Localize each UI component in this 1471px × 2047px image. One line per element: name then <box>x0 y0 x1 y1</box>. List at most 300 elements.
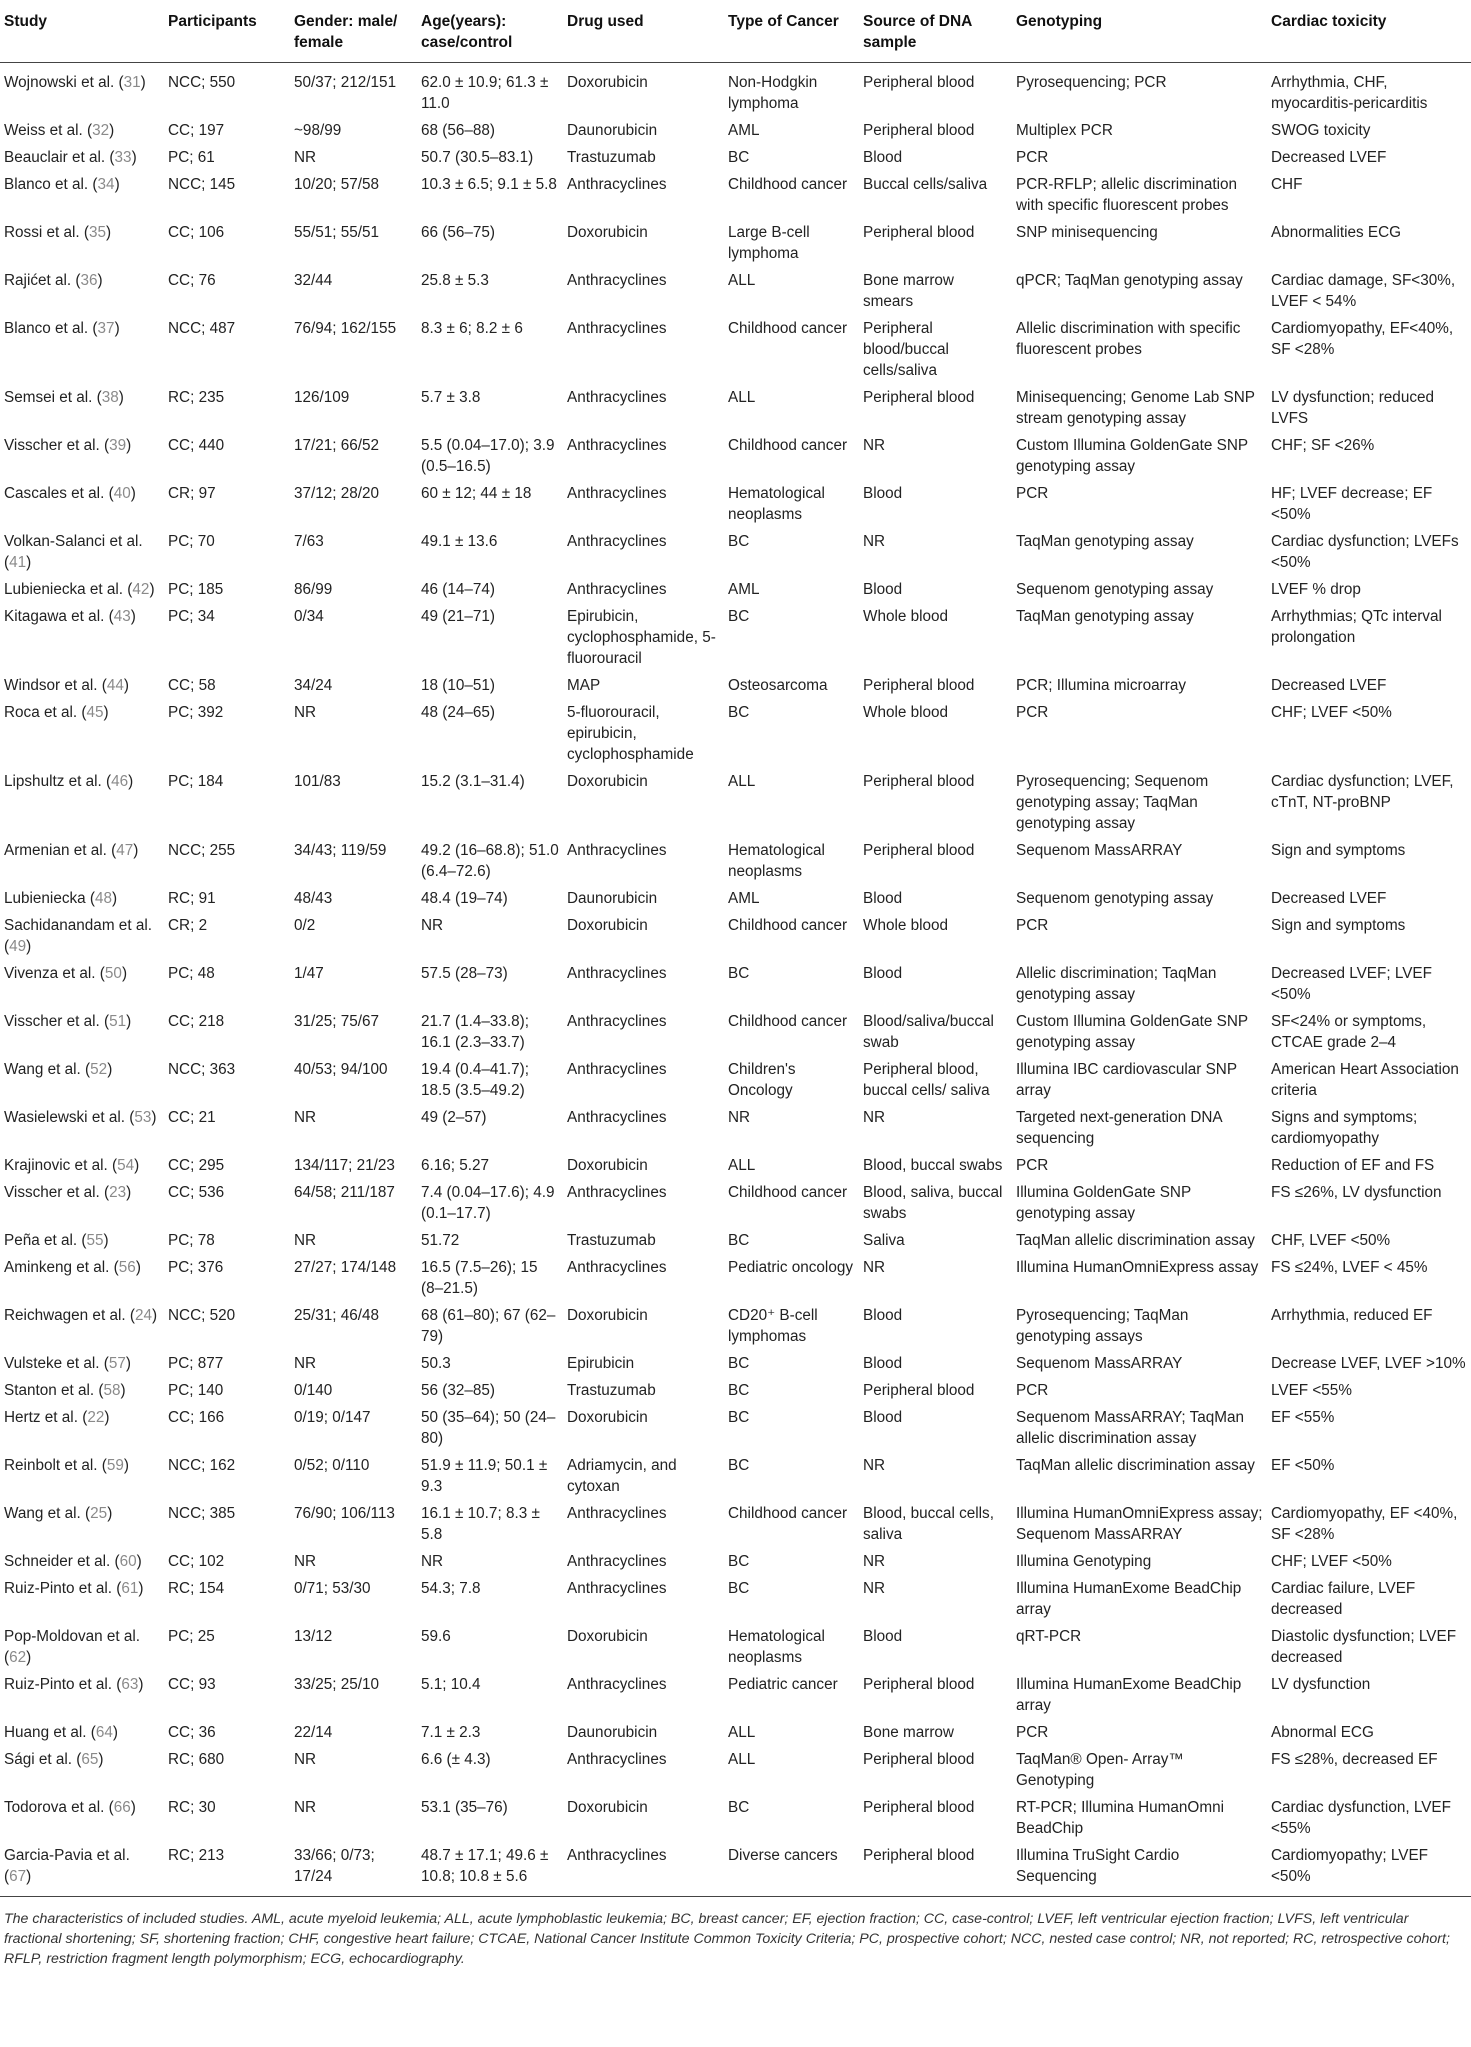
table-row <box>0 1623 1471 1671</box>
genotyping-cell: Sequenom MassARRAY <box>1016 842 1183 859</box>
study-name: Vivenza et al. <box>4 965 96 982</box>
age-cell: 6.16; 5.27 <box>421 1157 490 1174</box>
table-row <box>0 912 1471 960</box>
toxicity-cell: Abnormal ECG <box>1271 1724 1374 1741</box>
reference-link[interactable]: 22 <box>87 1409 105 1426</box>
genotyping-cell: TaqMan allelic discrimination assay <box>1016 1457 1255 1474</box>
study-name: Windsor et al. <box>4 677 98 694</box>
toxicity-cell: American Heart Association criteria <box>1271 1061 1459 1099</box>
table-row <box>0 144 1471 171</box>
source-cell: Whole blood <box>863 704 949 721</box>
table-row <box>0 528 1471 576</box>
source-cell: NR <box>863 1553 886 1570</box>
drug-cell: Doxorubicin <box>567 1307 648 1324</box>
genotyping-cell: PCR-RFLP; allelic discrimination with specific fluorescent probes <box>1016 176 1238 214</box>
study-cell: Semsei et al. (38) <box>4 389 124 406</box>
cancer-cell: Diverse cancers <box>724 1842 859 1897</box>
age-cell: NR <box>421 1553 444 1570</box>
study-name: Krajinovic et al. <box>4 1157 108 1174</box>
age-cell: 7.4 (0.04–17.6); 4.9 (0.1–17.7) <box>421 1184 555 1222</box>
gender-cell: NR <box>294 1751 317 1768</box>
cancer-cell: Hematological neoplasms <box>728 485 825 523</box>
table-row <box>0 672 1471 699</box>
gender-cell: 48/43 <box>294 890 333 907</box>
cancer-cell: Childhood cancer <box>728 1505 848 1522</box>
drug-cell: Doxorubicin <box>567 773 648 790</box>
toxicity-cell: CHF; LVEF <50% <box>1271 704 1392 721</box>
drug-cell: Doxorubicin <box>567 1157 648 1174</box>
reference-link[interactable]: 56 <box>118 1259 136 1276</box>
drug-cell: 5-fluorouracil, epirubicin, cyclophosphamide <box>567 704 694 763</box>
cancer-cell: BC <box>728 965 750 982</box>
reference-link[interactable]: 40 <box>113 485 131 502</box>
study-name: Reichwagen et al. <box>4 1307 126 1324</box>
gender-cell: 1/47 <box>294 965 324 982</box>
age-cell: 59.6 <box>421 1628 451 1645</box>
reference-link[interactable]: 51 <box>109 1013 127 1030</box>
study-cell: Rossi et al. (35) <box>4 224 112 241</box>
gender-cell: 76/94; 162/155 <box>294 320 397 337</box>
column-header: Study <box>0 0 164 63</box>
source-cell: Peripheral blood <box>863 842 975 859</box>
table-row <box>0 768 1471 837</box>
toxicity-cell: Cardiac dysfunction, LVEF <55% <box>1271 1799 1451 1837</box>
participants-cell: CC; 21 <box>168 1109 216 1126</box>
genotyping-cell: qRT-PCR <box>1016 1628 1082 1645</box>
cancer-cell: BC <box>728 608 750 625</box>
source-cell: Buccal cells/saliva <box>863 176 988 193</box>
column-header: Age(years): case/control <box>417 0 563 63</box>
study-cell: Vivenza et al. (50) <box>4 965 128 982</box>
age-cell: 50.7 (30.5–83.1) <box>421 149 534 166</box>
toxicity-cell: Cardiomyopathy; LVEF <50% <box>1267 1842 1471 1897</box>
study-name: Wang et al. <box>4 1505 81 1522</box>
toxicity-cell: Cardiac dysfunction; LVEFs <50% <box>1271 533 1459 571</box>
study-name: Huang et al. <box>4 1724 87 1741</box>
table-body <box>0 63 1471 1897</box>
cancer-cell: Hematological neoplasms <box>728 842 825 880</box>
study-name: Wang et al. <box>4 1061 81 1078</box>
drug-cell: Doxorubicin <box>567 224 648 241</box>
toxicity-cell: Arrhythmia, CHF, myocarditis-pericarditis <box>1271 74 1428 112</box>
source-cell: NR <box>863 1457 886 1474</box>
table-row <box>0 1500 1471 1548</box>
study-cell: Sági et al. (65) <box>4 1751 104 1768</box>
drug-cell: Doxorubicin <box>567 1628 648 1645</box>
source-cell: Blood <box>863 1628 903 1645</box>
source-cell: Whole blood <box>863 917 949 934</box>
table-row <box>0 960 1471 1008</box>
reference-link[interactable]: 41 <box>9 554 27 571</box>
gender-cell: 10/20; 57/58 <box>294 176 380 193</box>
reference-link[interactable]: 50 <box>104 965 122 982</box>
reference-link[interactable]: 24 <box>134 1307 152 1324</box>
cancer-cell: BC <box>728 1355 750 1372</box>
participants-cell: PC; 34 <box>168 608 215 625</box>
drug-cell: Anthracyclines <box>567 320 667 337</box>
source-cell: Blood/saliva/buccal swab <box>863 1013 994 1051</box>
genotyping-cell: Illumina Genotyping <box>1016 1553 1152 1570</box>
toxicity-cell: SWOG toxicity <box>1271 122 1371 139</box>
toxicity-cell: SF<24% or symptoms, CTCAE grade 2–4 <box>1271 1013 1427 1051</box>
gender-cell: NR <box>294 1355 317 1372</box>
toxicity-cell: Cardiac dysfunction; LVEF, cTnT, NT-proBNP <box>1271 773 1454 811</box>
study-cell: Lubieniecka (48) <box>4 890 118 907</box>
age-cell: 8.3 ± 6; 8.2 ± 6 <box>421 320 523 337</box>
source-cell: Blood, buccal cells, saliva <box>863 1505 994 1543</box>
age-cell: 49 (2–57) <box>421 1109 487 1126</box>
table-row <box>0 315 1471 384</box>
reference-link[interactable]: 67 <box>9 1868 27 1885</box>
source-cell: Peripheral blood <box>863 1676 975 1693</box>
toxicity-cell: CHF, LVEF <50% <box>1271 1232 1391 1249</box>
table-row <box>0 1254 1471 1302</box>
participants-cell: RC; 91 <box>168 890 216 907</box>
participants-cell: CC; 58 <box>168 677 216 694</box>
table-footnote: The characteristics of included studies. AML, acute myeloid leukemia; ALL, acute lymphoblastic leukemia; BC, breast cancer; EF, ejection fraction; CC, case-control; LVEF, left ventricular ejection fraction; LVFS, left ventricular fractional shortening; SF, shortening fraction; CHF, congestive heart failure; CTCAE, National Cancer Institute Common Toxicity Criteria; PC, prospective cohort; NCC, nested case control; NR, not reported; RC, retrospective cohort; RFLP, restriction fragment length polymorphism; ECG, echocardiography. <box>4 1911 1450 1967</box>
reference-link[interactable]: 47 <box>116 842 134 859</box>
age-cell: 50.3 <box>421 1355 451 1372</box>
participants-cell: RC; 235 <box>168 389 225 406</box>
gender-cell: 34/43; 119/59 <box>294 842 387 859</box>
table-row <box>0 1404 1471 1452</box>
source-cell: Peripheral blood <box>863 1382 975 1399</box>
reference-link[interactable]: 58 <box>103 1382 121 1399</box>
table-row <box>0 117 1471 144</box>
cancer-cell: Childhood cancer <box>728 1184 848 1201</box>
drug-cell: Anthracyclines <box>567 1061 667 1078</box>
participants-cell: PC; 78 <box>168 1232 215 1249</box>
age-cell: 48 (24–65) <box>421 704 495 721</box>
reference-link[interactable]: 64 <box>95 1724 113 1741</box>
reference-link[interactable]: 44 <box>106 677 124 694</box>
source-cell: Bone marrow <box>863 1724 954 1741</box>
reference-link[interactable]: 37 <box>97 320 115 337</box>
cancer-cell: Childhood cancer <box>728 917 848 934</box>
drug-cell: Adriamycin, and cytoxan <box>567 1457 677 1495</box>
source-cell: Bone marrow smears <box>863 272 954 310</box>
toxicity-cell: Sign and symptoms <box>1271 917 1406 934</box>
drug-cell: Anthracyclines <box>567 1259 667 1276</box>
toxicity-cell: FS ≤24%, LVEF < 45% <box>1271 1259 1428 1276</box>
genotyping-cell: qPCR; TaqMan genotyping assay <box>1016 272 1243 289</box>
study-name: Cascales et al. <box>4 485 105 502</box>
genotyping-cell: PCR <box>1016 485 1049 502</box>
cancer-cell: BC <box>728 1553 750 1570</box>
source-cell: Blood <box>863 485 903 502</box>
reference-link[interactable]: 33 <box>114 149 132 166</box>
study-cell: Reinbolt et al. (59) <box>4 1457 130 1474</box>
drug-cell: Anthracyclines <box>567 1751 667 1768</box>
study-name: Wasielewski et al. <box>4 1109 125 1126</box>
source-cell: Peripheral blood <box>863 1751 975 1768</box>
study-cell: Rajićet al. (36) <box>4 272 103 289</box>
gender-cell: NR <box>294 1232 317 1249</box>
reference-link[interactable]: 36 <box>80 272 98 289</box>
genotyping-cell: Illumina HumanExome BeadChip array <box>1016 1580 1242 1618</box>
reference-link[interactable]: 49 <box>9 938 27 955</box>
genotyping-cell: Sequenom MassARRAY; TaqMan allelic discrimination assay <box>1016 1409 1245 1447</box>
participants-cell: PC; 70 <box>168 533 215 550</box>
genotyping-cell: Custom Illumina GoldenGate SNP genotyping assay <box>1016 1013 1248 1051</box>
column-header: Cardiac toxicity <box>1267 0 1471 63</box>
age-cell: 48.7 ± 17.1; 49.6 ± 10.8; 10.8 ± 5.6 <box>417 1842 563 1897</box>
drug-cell: Doxorubicin <box>567 1409 648 1426</box>
gender-cell: 0/19; 0/147 <box>294 1409 371 1426</box>
participants-cell: CC; 102 <box>168 1553 225 1570</box>
genotyping-cell: Sequenom genotyping assay <box>1016 890 1214 907</box>
study-cell: Schneider et al. (60) <box>4 1553 142 1570</box>
toxicity-cell: LV dysfunction <box>1271 1676 1371 1693</box>
genotyping-cell: Minisequencing; Genome Lab SNP stream genotyping assay <box>1016 389 1255 427</box>
drug-cell: Trastuzumab <box>567 149 656 166</box>
table-row <box>0 1452 1471 1500</box>
age-cell: 68 (61–80); 67 (62–79) <box>421 1307 556 1345</box>
genotyping-cell: RT-PCR; Illumina HumanOmni BeadChip <box>1016 1799 1224 1837</box>
genotyping-cell: Illumina HumanOmniExpress assay; Sequenom MassARRAY <box>1016 1505 1263 1543</box>
study-cell: Cascales et al. (40) <box>4 485 136 502</box>
age-cell: 6.6 (± 4.3) <box>421 1751 491 1768</box>
table-row <box>0 63 1471 118</box>
study-name: Kitagawa et al. <box>4 608 105 625</box>
gender-cell: NR <box>294 1109 317 1126</box>
age-cell: 51.72 <box>421 1232 460 1249</box>
gender-cell: NR <box>294 704 317 721</box>
cancer-cell: BC <box>728 1457 750 1474</box>
table-row <box>0 885 1471 912</box>
reference-link[interactable]: 32 <box>92 122 110 139</box>
cancer-cell: ALL <box>728 272 756 289</box>
table-row <box>0 1575 1471 1623</box>
study-cell: Garcia-Pavia et al. (67) <box>0 1842 164 1897</box>
table-row <box>0 1671 1471 1719</box>
cancer-cell: ALL <box>728 389 756 406</box>
participants-cell: CC; 166 <box>168 1409 225 1426</box>
reference-link[interactable]: 57 <box>108 1355 126 1372</box>
study-cell: Aminkeng et al. (56) <box>4 1259 141 1276</box>
table-row <box>0 837 1471 885</box>
participants-cell: PC; 140 <box>168 1382 224 1399</box>
gender-cell: 32/44 <box>294 272 333 289</box>
table-row <box>0 603 1471 672</box>
column-header: Gender: male/ female <box>290 0 417 63</box>
toxicity-cell: CHF <box>1271 176 1303 193</box>
gender-cell: 33/25; 25/10 <box>294 1676 380 1693</box>
study-name: Rossi et al. <box>4 224 80 241</box>
reference-link[interactable]: 39 <box>109 437 127 454</box>
study-name: Semsei et al. <box>4 389 93 406</box>
reference-link[interactable]: 52 <box>90 1061 108 1078</box>
column-header: Genotyping <box>1012 0 1267 63</box>
reference-link[interactable]: 66 <box>113 1799 131 1816</box>
toxicity-cell: Cardiac damage, SF<30%, LVEF < 54% <box>1271 272 1456 310</box>
reference-link[interactable]: 45 <box>86 704 104 721</box>
toxicity-cell: CHF; SF <26% <box>1271 437 1375 454</box>
age-cell: 18 (10–51) <box>421 677 495 694</box>
reference-link[interactable]: 59 <box>106 1457 124 1474</box>
drug-cell: Anthracyclines <box>567 1553 667 1570</box>
reference-link[interactable]: 48 <box>95 890 113 907</box>
drug-cell: Daunorubicin <box>567 1724 658 1741</box>
age-cell: 15.2 (3.1–31.4) <box>421 773 525 790</box>
genotyping-cell: Sequenom genotyping assay <box>1016 581 1214 598</box>
study-name: Hertz et al. <box>4 1409 78 1426</box>
drug-cell: Anthracyclines <box>567 1109 667 1126</box>
participants-cell: NCC; 487 <box>168 320 236 337</box>
genotyping-cell: Illumina TruSight Cardio Sequencing <box>1012 1842 1267 1897</box>
participants-cell: NCC; 385 <box>168 1505 236 1522</box>
cancer-cell: Osteosarcoma <box>728 677 828 694</box>
table-row <box>0 480 1471 528</box>
participants-cell: PC; 25 <box>168 1628 215 1645</box>
drug-cell: Anthracyclines <box>567 1676 667 1693</box>
study-cell: Wang et al. (52) <box>4 1061 113 1078</box>
table-row <box>0 1548 1471 1575</box>
source-cell: NR <box>863 437 886 454</box>
drug-cell: Anthracyclines <box>567 1505 667 1522</box>
age-cell: 60 ± 12; 44 ± 18 <box>421 485 532 502</box>
reference-link[interactable]: 53 <box>134 1109 152 1126</box>
study-cell: Armenian et al. (47) <box>4 842 139 859</box>
age-cell: 50 (35–64); 50 (24–80) <box>421 1409 556 1447</box>
table-row <box>0 699 1471 768</box>
genotyping-cell: TaqMan genotyping assay <box>1016 533 1194 550</box>
cancer-cell: BC <box>728 1799 750 1816</box>
gender-cell: 40/53; 94/100 <box>294 1061 388 1078</box>
reference-link[interactable]: 31 <box>123 74 141 91</box>
gender-cell: 0/52; 0/110 <box>294 1457 370 1474</box>
column-header: Source of DNA sample <box>859 0 1012 63</box>
source-cell: Blood <box>863 1307 903 1324</box>
reference-link[interactable]: 60 <box>119 1553 137 1570</box>
reference-link[interactable]: 63 <box>121 1676 139 1693</box>
gender-cell: 31/25; 75/67 <box>294 1013 380 1030</box>
gender-cell: 101/83 <box>294 773 341 790</box>
study-cell: Pop-Moldovan et al. (62) <box>4 1628 141 1666</box>
participants-cell: PC; 376 <box>168 1259 224 1276</box>
source-cell: Peripheral blood <box>863 1799 975 1816</box>
table-row <box>0 1227 1471 1254</box>
gender-cell: 0/140 <box>294 1382 333 1399</box>
genotyping-cell: PCR <box>1016 1724 1049 1741</box>
reference-link[interactable]: 65 <box>81 1751 99 1768</box>
study-name: Reinbolt et al. <box>4 1457 98 1474</box>
age-cell: 56 (32–85) <box>421 1382 495 1399</box>
genotyping-cell: PCR <box>1016 1382 1049 1399</box>
header-row <box>0 0 1471 63</box>
source-cell: Whole blood <box>863 608 949 625</box>
table-row <box>0 1104 1471 1152</box>
reference-link[interactable]: 46 <box>111 773 129 790</box>
table-row <box>0 1056 1471 1104</box>
study-name: Vulsteke et al. <box>4 1355 100 1372</box>
age-cell: 49.1 ± 13.6 <box>421 533 498 550</box>
toxicity-cell: Cardiac failure, LVEF decreased <box>1271 1580 1416 1618</box>
cancer-cell: Childhood cancer <box>728 320 848 337</box>
age-cell: 16.5 (7.5–26); 15 (8–21.5) <box>421 1259 538 1297</box>
genotyping-cell: Allelic discrimination with specific fluorescent probes <box>1016 320 1241 358</box>
reference-link[interactable]: 38 <box>101 389 119 406</box>
study-cell: Vulsteke et al. (57) <box>4 1355 132 1372</box>
toxicity-cell: Cardiomyopathy, EF<40%, SF <28% <box>1271 320 1454 358</box>
age-cell: 68 (56–88) <box>421 122 495 139</box>
source-cell: Peripheral blood <box>863 224 975 241</box>
reference-link[interactable]: 42 <box>132 581 150 598</box>
drug-cell: Anthracyclines <box>567 272 667 289</box>
gender-cell: 13/12 <box>294 1628 333 1645</box>
participants-cell: RC; 30 <box>168 1799 216 1816</box>
reference-link[interactable]: 55 <box>86 1232 104 1249</box>
reference-link[interactable]: 61 <box>121 1580 139 1597</box>
reference-link[interactable]: 35 <box>89 224 107 241</box>
drug-cell: Anthracyclines <box>567 1184 667 1201</box>
source-cell: NR <box>863 1259 886 1276</box>
genotyping-cell: PCR <box>1016 149 1049 166</box>
participants-cell: CR; 97 <box>168 485 216 502</box>
study-cell: Todorova et al. (66) <box>4 1799 136 1816</box>
source-cell: Peripheral blood <box>863 389 975 406</box>
table-row <box>0 171 1471 219</box>
study-name: Stanton et al. <box>4 1382 95 1399</box>
source-cell: Peripheral blood <box>863 773 975 790</box>
gender-cell: 126/109 <box>294 389 350 406</box>
study-cell: Sachidanandam et al. (49) <box>4 917 152 955</box>
reference-link[interactable]: 25 <box>90 1505 108 1522</box>
study-name: Visscher et al. <box>4 1013 100 1030</box>
table-row <box>0 576 1471 603</box>
study-cell: Ruiz-Pinto et al. (61) <box>4 1580 144 1597</box>
source-cell: Blood <box>863 890 903 907</box>
gender-cell: 27/27; 174/148 <box>294 1259 397 1276</box>
study-cell: Hertz et al. (22) <box>4 1409 110 1426</box>
study-name: Schneider et al. <box>4 1553 111 1570</box>
source-cell: Blood <box>863 1409 903 1426</box>
drug-cell: Anthracyclines <box>563 1842 724 1897</box>
gender-cell: 33/66; 0/73; 17/24 <box>290 1842 417 1897</box>
age-cell: NR <box>421 917 444 934</box>
age-cell: 19.4 (0.4–41.7); 18.5 (3.5–49.2) <box>421 1061 530 1099</box>
reference-link[interactable]: 43 <box>113 608 131 625</box>
reference-link[interactable]: 54 <box>117 1157 135 1174</box>
participants-cell: CC; 536 <box>168 1184 225 1201</box>
reference-link[interactable]: 34 <box>97 176 115 193</box>
toxicity-cell: FS ≤26%, LV dysfunction <box>1271 1184 1442 1201</box>
source-cell: Blood, saliva, buccal swabs <box>863 1184 1003 1222</box>
cancer-cell: BC <box>728 533 750 550</box>
reference-link[interactable]: 62 <box>9 1649 27 1666</box>
genotyping-cell: Multiplex PCR <box>1016 122 1113 139</box>
study-cell: Huang et al. (64) <box>4 1724 118 1741</box>
study-name: Peña et al. <box>4 1232 78 1249</box>
age-cell: 5.1; 10.4 <box>421 1676 481 1693</box>
participants-cell: CC; 197 <box>168 122 225 139</box>
drug-cell: Anthracyclines <box>567 581 667 598</box>
age-cell: 5.5 (0.04–17.0); 3.9 (0.5–16.5) <box>421 437 555 475</box>
genotyping-cell: Illumina HumanExome BeadChip array <box>1016 1676 1242 1714</box>
participants-cell: RC; 154 <box>168 1580 225 1597</box>
toxicity-cell: Cardiomyopathy, EF <40%, SF <28% <box>1271 1505 1458 1543</box>
study-cell: Volkan-Salanci et al. (41) <box>4 533 143 571</box>
drug-cell: Daunorubicin <box>567 890 658 907</box>
age-cell: 53.1 (35–76) <box>421 1799 508 1816</box>
table-row <box>0 1350 1471 1377</box>
genotyping-cell: PCR <box>1016 1157 1049 1174</box>
participants-cell: NCC; 255 <box>168 842 236 859</box>
study-cell: Roca et al. (45) <box>4 704 109 721</box>
reference-link[interactable]: 23 <box>109 1184 127 1201</box>
study-name: Garcia-Pavia et al. <box>4 1847 130 1864</box>
toxicity-cell: Arrhythmia, reduced EF <box>1271 1307 1433 1324</box>
